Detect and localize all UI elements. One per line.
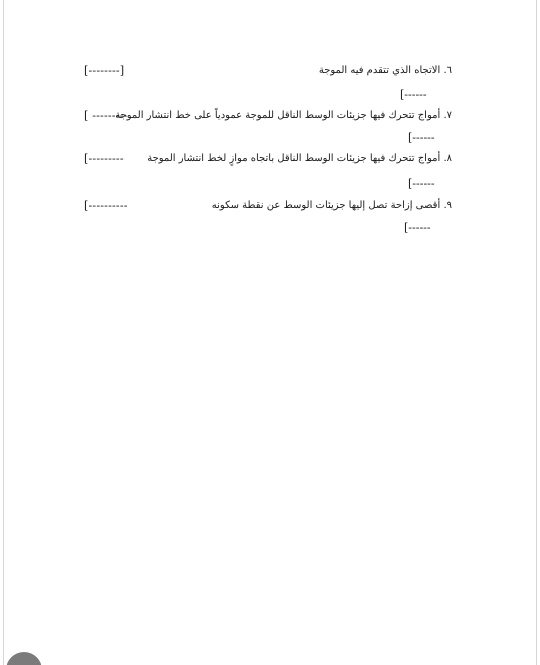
- question-6-text: [319, 64, 452, 78]
- question-8-text: [147, 152, 452, 166]
- question-7: [0, 109, 540, 127]
- question-7-number: ٧.: [443, 110, 452, 121]
- question-8: [0, 152, 540, 170]
- answer-6-blank: [------: [400, 88, 427, 101]
- question-9-number: ٩.: [443, 200, 452, 211]
- answer-8-blank: [------: [408, 177, 435, 190]
- question-9-text: [212, 199, 452, 213]
- question-8-number: ٨.: [443, 153, 452, 164]
- floating-action-button[interactable]: [6, 652, 42, 665]
- question-6-number: ٦.: [443, 65, 452, 76]
- question-6-label: الاتجاه الذي تتقدم فيه الموجة: [318, 65, 441, 76]
- question-8-label: أمواج تتحرك فيها جزيئات الوسط الناقل باتجاه موازٍ لخط انتشار الموجة: [147, 153, 441, 164]
- question-7-text: [115, 109, 452, 123]
- question-7-blank: [ ---------: [84, 109, 128, 122]
- answer-7-blank: [------: [408, 131, 435, 144]
- question-9: [0, 199, 540, 217]
- question-8-blank: [---------: [84, 152, 124, 165]
- question-7-label: أمواج تتحرك فيها جزيئات الوسط الناقل للموجة عمودياً على خط انتشار الموجة: [115, 110, 441, 121]
- page-edge-left: [3, 0, 4, 665]
- page-edge-right: [536, 0, 537, 665]
- question-9-label: أقصى إزاحة تصل إليها جزيئات الوسط عن نقطة سكونه: [211, 200, 441, 211]
- question-9-blank: [----------: [84, 199, 128, 212]
- question-6: [0, 64, 540, 82]
- answer-9-blank: [------: [404, 221, 431, 234]
- question-6-blank: [--------]: [84, 64, 125, 77]
